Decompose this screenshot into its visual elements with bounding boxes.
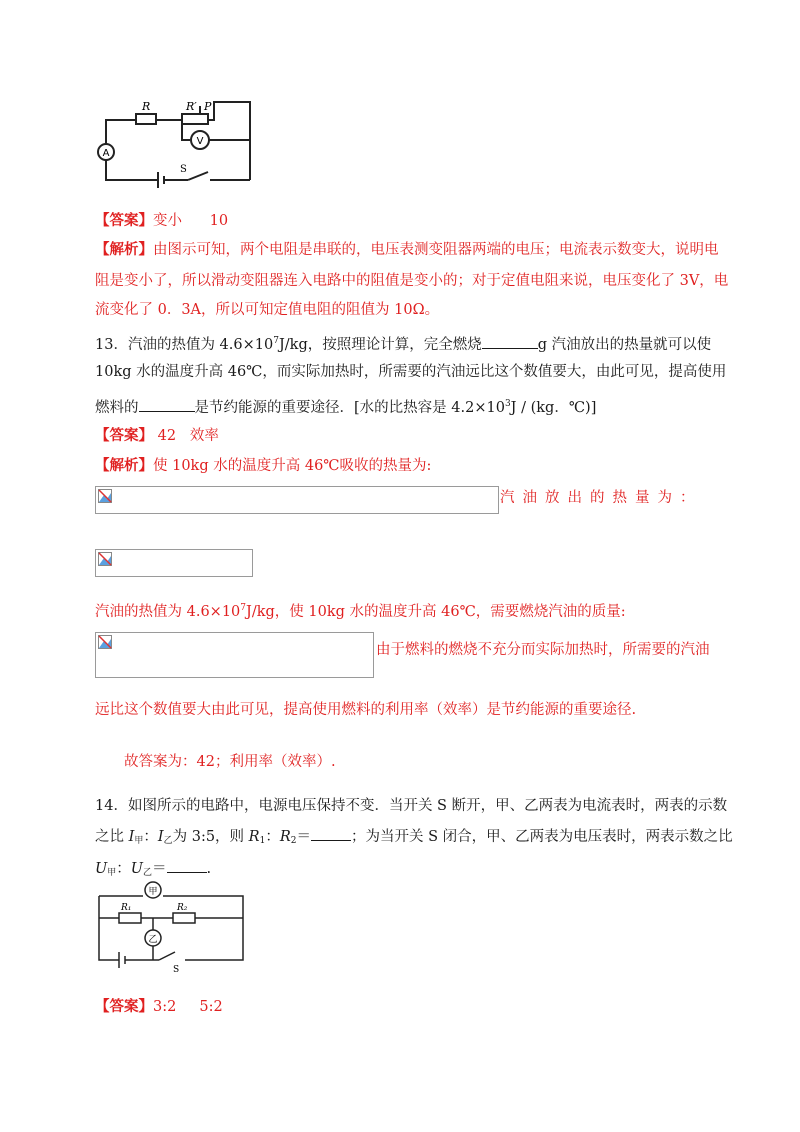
q14-circuit-diagram — [95, 880, 255, 972]
q13-text: 燃料的 — [95, 400, 139, 416]
q14-symbol: R — [248, 829, 260, 845]
analysis-tag: 【解析】 — [95, 457, 153, 474]
q12-circuit-diagram — [92, 96, 262, 188]
q13-question-line-3 — [95, 394, 596, 418]
formula-image-placeholder-2 — [95, 549, 253, 577]
q13-text: J/kg，按照理论计算，完全燃烧 — [278, 337, 482, 353]
q14-text: ＝ — [152, 861, 167, 877]
q14-text: ： — [143, 829, 158, 845]
q14-subscript: 乙 — [163, 836, 173, 846]
q14-answer — [95, 997, 223, 1017]
answer-text: 3:2 5:2 — [153, 999, 223, 1015]
analysis-text: J/kg，使 10kg 水的温度升高 46℃，需要燃烧汽油的质量: — [246, 604, 626, 620]
analysis-text: 使 10kg 水的温度升高 46℃吸收的热量为: — [153, 458, 432, 474]
q14-subscript: 1 — [259, 836, 266, 846]
formula-image-placeholder-1 — [95, 486, 499, 514]
q13-text: g 汽油放出的热量就可以使 — [537, 337, 712, 353]
q14-subscript: 甲 — [107, 868, 117, 878]
q14-symbol: R — [279, 829, 291, 845]
broken-image-icon — [98, 552, 112, 566]
q14-symbol: I — [128, 829, 135, 845]
analysis-tag: 【解析】 — [95, 241, 153, 258]
q13-side-text-1: 汽油放出的热量为： — [500, 490, 703, 506]
q14-text: ： — [116, 861, 131, 877]
q12-label-a: A — [102, 148, 110, 159]
q12-label-p: P — [204, 100, 212, 113]
q13-analysis-line-2 — [95, 598, 626, 622]
q14-symbol: U — [95, 861, 108, 877]
broken-image-icon — [98, 635, 112, 649]
analysis-text: 由图示可知，两个电阻是串联的，电压表测变阻器两端的电压；电流表示数变大，说明电 — [153, 242, 719, 258]
q12-label-rp: R′ — [186, 100, 197, 113]
q13-text: 是节约能源的重要途径．[水的比热容是 4.2×10 — [194, 400, 505, 416]
q12-analysis-line-2: 阻是变小了，所以滑动变阻器连入电路中的阻值是变小的；对于定值电阻来说，电压变化了 3V，电 — [95, 273, 729, 289]
q12-label-r: R — [142, 100, 151, 113]
formula-image-placeholder-3 — [95, 632, 374, 678]
broken-image-icon — [98, 489, 112, 503]
q14-text: 之比 — [95, 829, 129, 845]
q14-subscript: 乙 — [142, 868, 152, 878]
q14-symbol: U — [130, 861, 143, 877]
q13-analysis-line-1 — [95, 456, 431, 476]
analysis-text: 汽油的热值为 4.6×10 — [95, 604, 241, 620]
q14-label-r2: R₂ — [177, 903, 188, 913]
q13-blank-2 — [139, 411, 195, 412]
analysis-exponent: 7 — [240, 603, 247, 613]
q14-text: 为 3:5，则 — [172, 829, 249, 845]
q13-question-line-1 — [95, 331, 711, 355]
q12-label-v: V — [196, 136, 204, 147]
answer-tag: 【答案】 — [95, 427, 153, 444]
q14-blank-1 — [311, 840, 351, 841]
answer-tag: 【答案】 — [95, 998, 153, 1015]
q12-analysis-line-3: 流变化了 0．3A，所以可知定值电阻的阻值为 10Ω。 — [95, 302, 440, 318]
q14-text: ＝ — [296, 829, 311, 845]
q13-text: 13．汽油的热值为 4.6×10 — [95, 337, 274, 353]
q14-label-r1: R₁ — [121, 903, 132, 913]
q14-label-jia: 甲 — [148, 887, 158, 897]
q14-symbol: I — [157, 829, 164, 845]
q13-blank-1 — [482, 348, 538, 349]
q13-final-answer: 故答案为：42；利用率（效率）. — [124, 754, 336, 770]
q14-text: . — [206, 861, 212, 877]
q12-answer — [95, 211, 228, 231]
q13-answer — [95, 426, 219, 446]
q14-subscript: 甲 — [134, 836, 144, 846]
q13-question-line-2: 10kg 水的温度升高 46℃，而实际加热时，所需要的汽油远比这个数值要大，由此可见，提高使用 — [95, 364, 727, 380]
q14-blank-2 — [167, 872, 207, 873]
q13-side-text-2: 由于燃料的燃烧不充分而实际加热时，所需要的汽油 — [376, 642, 710, 658]
q14-subscript: 2 — [290, 836, 297, 846]
answer-tag: 【答案】 — [95, 212, 153, 229]
q13-text: J / (kg．℃)] — [510, 400, 597, 416]
q14-text: ： — [265, 829, 280, 845]
answer-text: 42 效率 — [153, 428, 219, 444]
q14-label-yi: 乙 — [148, 935, 158, 945]
answer-text: 变小 10 — [153, 213, 229, 229]
q12-label-s: S — [180, 164, 187, 175]
q14-label-s: S — [173, 965, 180, 972]
q14-text: ；为当开关 S 闭合，甲、乙两表为电压表时，两表示数之比 — [350, 829, 733, 845]
q13-exponent: 7 — [273, 336, 279, 346]
q12-analysis-line-1 — [95, 240, 719, 260]
q13-analysis-line-3: 远比这个数值要大由此可见，提高使用燃料的利用率（效率）是节约能源的重要途径. — [95, 702, 637, 718]
q14-question-line-1: 14．如图所示的电路中，电源电压保持不变．当开关 S 断开，甲、乙两表为电流表时，两表的示数 — [95, 798, 728, 814]
q13-exponent: 3 — [504, 399, 511, 409]
q14-question-line-2 — [95, 827, 733, 851]
